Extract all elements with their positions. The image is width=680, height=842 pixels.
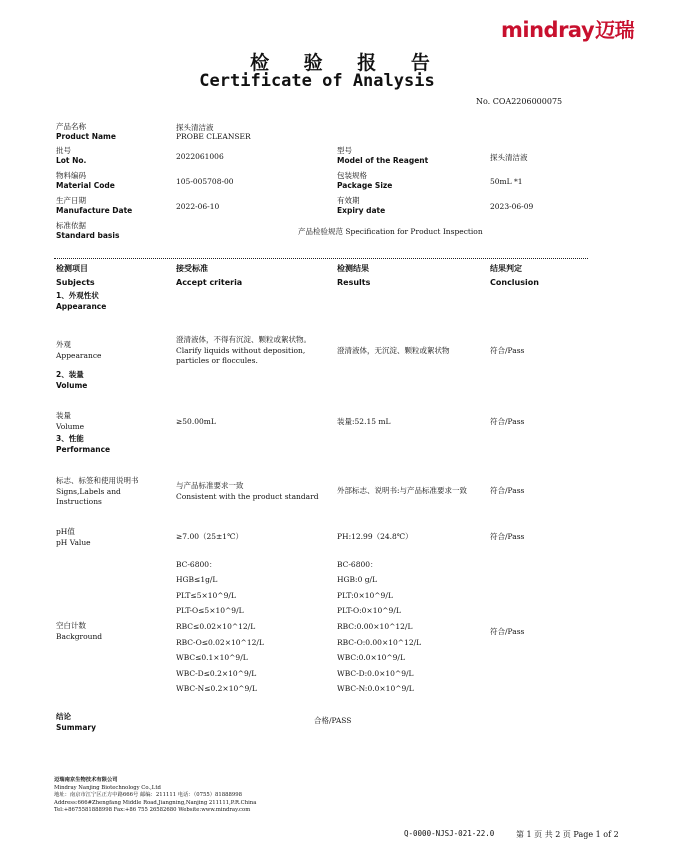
result-background-row: WBC-N:0.0×10^9/L [337, 684, 414, 693]
result-background-row: PLT-O:0×10^9/L [337, 606, 401, 615]
manufacture-date-value: 2022-06-10 [176, 202, 220, 211]
item-ph: pH值 pH Value [56, 527, 91, 547]
item-background: 空白计数 Background [56, 621, 103, 641]
header-subjects: 检测项目 Subjects [56, 264, 95, 287]
product-name-label: 产品名称 Product Name [56, 122, 116, 141]
criteria-ph: ≥7.00（25±1℃） [176, 532, 243, 541]
item-signs: 标志、标签和使用说明书 Signs,Labels and Instructions [56, 476, 139, 506]
result-background-row: BC-6800： [337, 560, 378, 569]
criteria-background-row: RBC≤0.02×10^12/L [176, 622, 256, 631]
document-number: No. COA2206000075 [476, 97, 563, 106]
result-appearance: 澄清液体，无沉淀、颗粒或絮状物 [337, 346, 450, 355]
conclusion-background: 符合/Pass [490, 627, 525, 636]
criteria-background-row: HGB≤1g/L [176, 575, 218, 584]
criteria-background-row: WBC≤0.1×10^9/L [176, 653, 248, 662]
title-chinese: 检 验 报 告 [250, 52, 444, 74]
material-code-label: 物料编码 Material Code [56, 171, 115, 190]
conclusion-ph: 符合/Pass [490, 532, 525, 541]
result-signs: 外部标志、说明书:与产品标准要求一致 [337, 486, 468, 495]
criteria-signs: 与产品标准要求一致 Consistent with the product standard [176, 481, 319, 501]
item-appearance: 外观 Appearance [56, 340, 102, 360]
header-results: 检测结果 Results [337, 264, 371, 287]
criteria-background-row: RBC-O≤0.02×10^12/L [176, 638, 264, 647]
criteria-appearance: 澄清液体，不得有沉淀、颗粒或絮状物。 Clarify liquids without deposition, particles or floccules. [176, 335, 311, 365]
expiry-date-value: 2023-06-09 [490, 202, 534, 211]
criteria-background-row: BC-6800： [176, 560, 217, 569]
section-performance: 3、性能 Performance [56, 434, 111, 454]
header-conclusion: 结果判定 Conclusion [490, 264, 539, 287]
product-name-value: 探头清洁液 [176, 123, 214, 132]
standard-basis-value: 产品检验规范 Specification for Product Inspection [298, 227, 483, 236]
conclusion-appearance: 符合/Pass [490, 346, 525, 355]
criteria-background-row: PLT≤5×10^9/L [176, 591, 236, 600]
result-background-row: HGB:0 g/L [337, 575, 378, 584]
lot-no-value: 2022061006 [176, 152, 224, 161]
material-code-value: 105-005708-00 [176, 177, 234, 186]
product-name-value-en: PROBE CLEANSER [176, 132, 251, 141]
document-code: Q-0000-NJSJ-021-22.0 [404, 829, 495, 838]
criteria-background-row: WBC-N≤0.2×10^9/L [176, 684, 257, 693]
summary-label: 结论 Summary [56, 712, 97, 732]
mindray-logo: mindray迈瑞 [501, 18, 635, 42]
section-volume: 2、装量 Volume [56, 370, 88, 390]
page-indicator: 第 1 页 共 2 页 Page 1 of 2 [516, 830, 619, 839]
criteria-volume: ≥50.00mL [176, 417, 216, 426]
expiry-date-label: 有效期 Expiry date [337, 196, 386, 215]
result-ph: PH:12.99（24.8℃） [337, 532, 413, 541]
conclusion-volume: 符合/Pass [490, 417, 525, 426]
model-label: 型号 Model of the Reagent [337, 146, 429, 165]
package-size-value: 50mL *1 [490, 177, 523, 186]
criteria-background-row: PLT-O≤5×10^9/L [176, 606, 244, 615]
divider [54, 258, 588, 259]
model-value: 探头清洁液 [490, 153, 528, 162]
result-background-row: WBC:0.0×10^9/L [337, 653, 405, 662]
criteria-background-row: WBC-D≤0.2×10^9/L [176, 669, 257, 678]
title-english: Certificate of Analysis [199, 71, 435, 91]
result-background-row: RBC-O:0.00×10^12/L [337, 638, 422, 647]
standard-basis-label: 标准依据 Standard basis [56, 221, 120, 240]
summary-value: 合格/PASS [314, 716, 352, 725]
lot-no-label: 批号 Lot No. [56, 146, 87, 165]
conclusion-signs: 符合/Pass [490, 486, 525, 495]
package-size-label: 包装规格 Package Size [337, 171, 393, 190]
company-footer: 迈瑞南京生物技术有限公司 Mindray Nanjing Biotechnology Co.,Ltd 地址：南京市江宁区正方中路666号 邮编：211111 电话：（0755）81888998 Address:666#Zhengfang Middle Road,Jiangning,Nanjing 211111,P.R.China Tel:+8675581888998 Fax:+86 755 26582680 Website:www.mindray.com [54, 777, 257, 814]
result-background-row: PLT:0×10^9/L [337, 591, 393, 600]
item-volume: 装量 Volume [56, 411, 85, 431]
result-background-row: RBC:0.00×10^12/L [337, 622, 413, 631]
result-volume: 装量:52.15 mL [337, 417, 391, 426]
section-appearance: 1、外观性状 Appearance [56, 291, 107, 311]
header-criteria: 接受标准 Accept criteria [176, 264, 243, 287]
result-background-row: WBC-D:0.0×10^9/L [337, 669, 414, 678]
manufacture-date-label: 生产日期 Manufacture Date [56, 196, 133, 215]
